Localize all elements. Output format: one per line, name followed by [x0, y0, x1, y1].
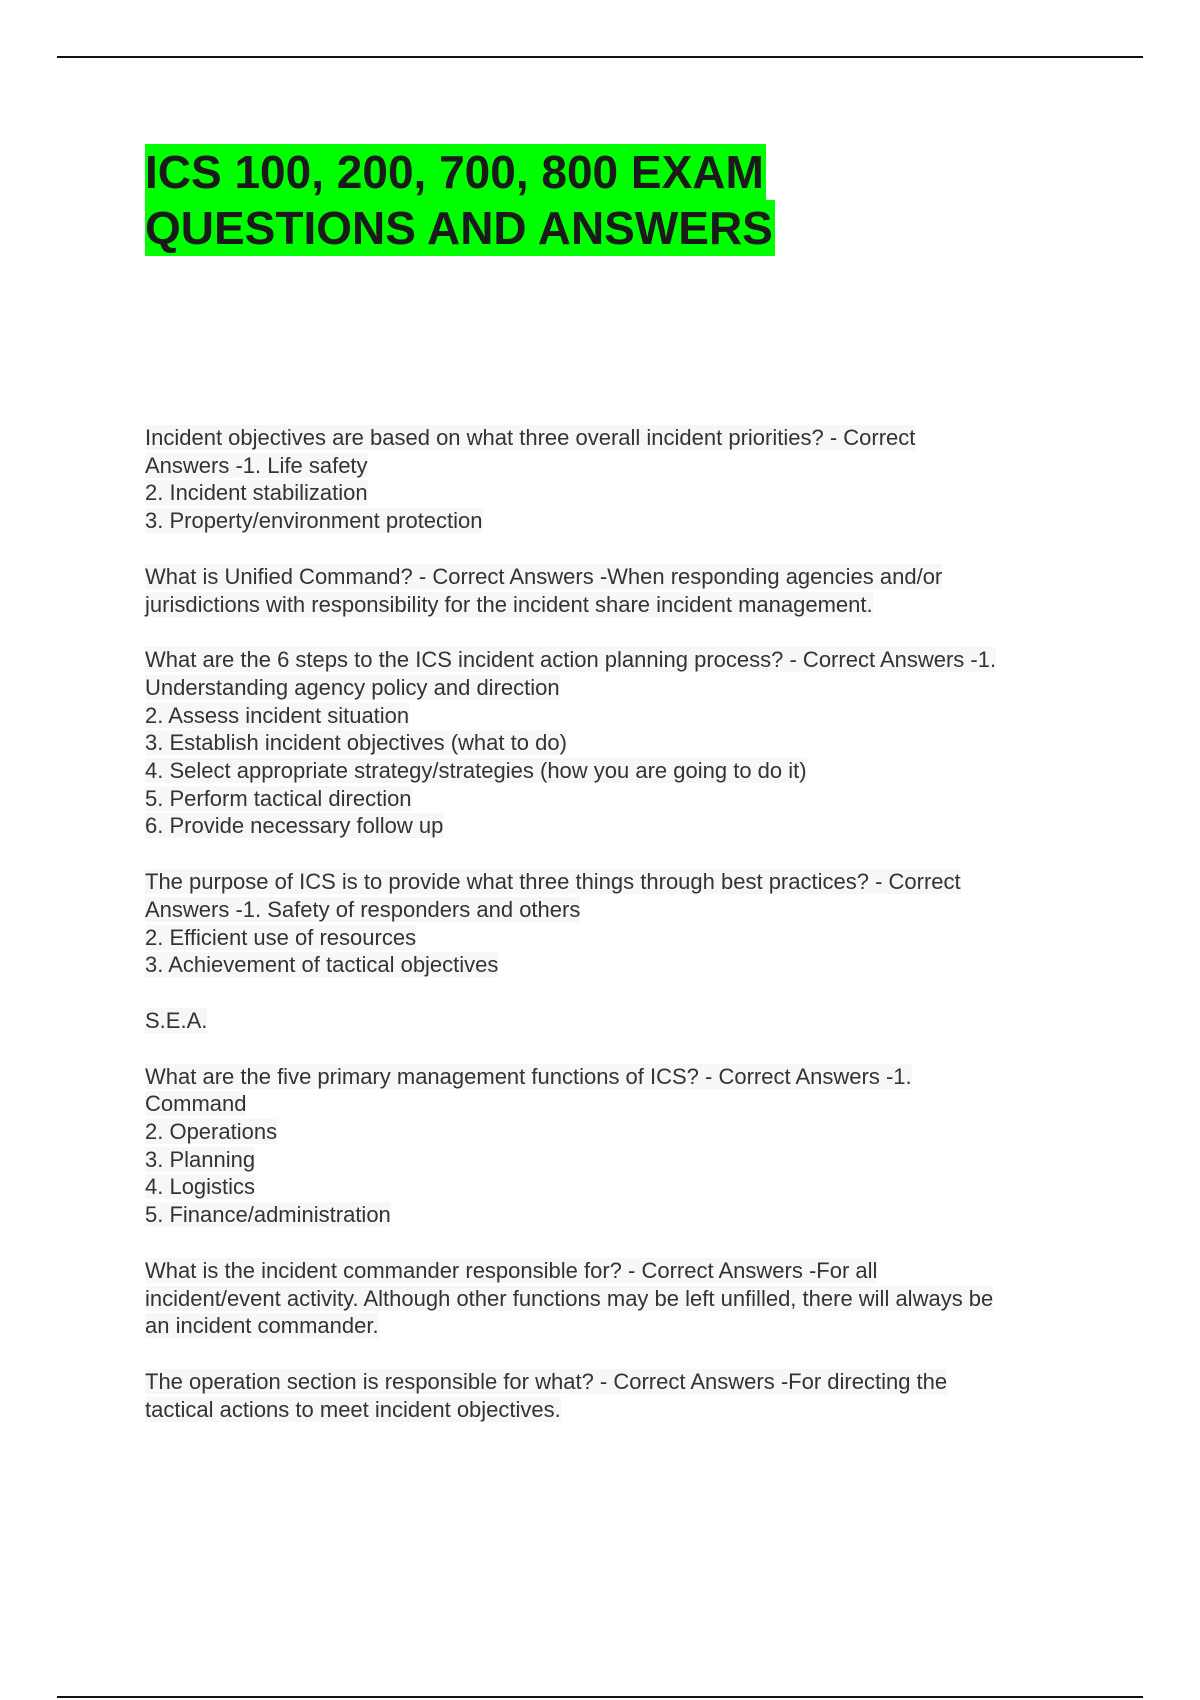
- qa-line-text: 2. Incident stabilization: [145, 480, 368, 506]
- page-title: [145, 144, 775, 256]
- qa-line-text: The operation section is responsible for what? - Correct Answers -For directing the: [145, 1368, 948, 1394]
- qa-line-text: What is Unified Command? - Correct Answers -When responding agencies and/or: [145, 563, 943, 589]
- qa-line: [145, 563, 1105, 591]
- qa-line: [145, 729, 1105, 757]
- qa-block: [145, 1368, 1105, 1423]
- qa-block: [145, 646, 1105, 840]
- qa-line: [145, 1146, 1105, 1174]
- qa-line-text: Command: [145, 1091, 247, 1117]
- qa-line-text: The purpose of ICS is to provide what three things through best practices? - Correct: [145, 869, 961, 895]
- qa-line: [145, 896, 1105, 924]
- qa-line: [145, 951, 1105, 979]
- qa-line: [145, 507, 1105, 535]
- qa-line: [145, 1063, 1105, 1091]
- qa-line: [145, 702, 1105, 730]
- top-rule: [57, 56, 1143, 58]
- qa-line-text: 4. Logistics: [145, 1174, 256, 1200]
- qa-line: [145, 1007, 1105, 1035]
- qa-line-text: 5. Perform tactical direction: [145, 785, 412, 811]
- qa-line-text: 4. Select appropriate strategy/strategies (how you are going to do it): [145, 758, 807, 784]
- qa-line-text: 2. Operations: [145, 1119, 278, 1145]
- qa-line: [145, 785, 1105, 813]
- qa-line: [145, 812, 1105, 840]
- qa-line-text: tactical actions to meet incident objectives.: [145, 1396, 561, 1422]
- qa-line: [145, 757, 1105, 785]
- qa-block: [145, 424, 1105, 535]
- qa-line-text: Answers -1. Life safety: [145, 452, 368, 478]
- qa-block: [145, 563, 1105, 618]
- qa-line: [145, 924, 1105, 952]
- qa-line-text: 3. Property/environment protection: [145, 508, 483, 534]
- qa-block: [145, 1257, 1105, 1340]
- qa-line: [145, 591, 1105, 619]
- qa-line-text: incident/event activity. Although other functions may be left unfilled, there will always be: [145, 1285, 994, 1311]
- qa-line: [145, 1285, 1105, 1313]
- qa-line: [145, 868, 1105, 896]
- qa-line-text: 2. Efficient use of resources: [145, 924, 417, 950]
- qa-line: [145, 1118, 1105, 1146]
- qa-line-text: What is the incident commander responsible for? - Correct Answers -For all: [145, 1257, 878, 1283]
- qa-line-text: Understanding agency policy and direction: [145, 674, 560, 700]
- qa-line-text: S.E.A.: [145, 1007, 208, 1033]
- qa-line: [145, 1090, 1105, 1118]
- title-line-2: QUESTIONS AND ANSWERS: [145, 202, 773, 254]
- qa-content: [145, 424, 1105, 1451]
- qa-line: [145, 1201, 1105, 1229]
- qa-line-text: 3. Establish incident objectives (what to do): [145, 730, 567, 756]
- title-line-1: ICS 100, 200, 700, 800 EXAM: [145, 146, 764, 198]
- qa-block: [145, 868, 1105, 979]
- qa-line: [145, 674, 1105, 702]
- qa-block: [145, 1063, 1105, 1229]
- qa-line-text: What are the 6 steps to the ICS incident action planning process? - Correct Answers -1.: [145, 647, 997, 673]
- qa-line: [145, 646, 1105, 674]
- qa-line-text: Incident objectives are based on what three overall incident priorities? - Correct: [145, 425, 916, 450]
- qa-line-text: Answers -1. Safety of responders and others: [145, 896, 581, 922]
- qa-line: [145, 1173, 1105, 1201]
- qa-line-text: an incident commander.: [145, 1313, 379, 1339]
- qa-line-text: What are the five primary management functions of ICS? - Correct Answers -1.: [145, 1063, 912, 1089]
- qa-block: [145, 1007, 1105, 1035]
- bottom-rule: [57, 1696, 1143, 1698]
- qa-line: [145, 1368, 1105, 1396]
- qa-line: [145, 424, 1105, 452]
- qa-line-text: jurisdictions with responsibility for the incident share incident management.: [145, 591, 873, 617]
- qa-line: [145, 479, 1105, 507]
- qa-line: [145, 1312, 1105, 1340]
- qa-line-text: 3. Achievement of tactical objectives: [145, 952, 499, 978]
- qa-line-text: 2. Assess incident situation: [145, 702, 410, 728]
- qa-line: [145, 1396, 1105, 1424]
- qa-line-text: 5. Finance/administration: [145, 1202, 391, 1228]
- qa-line-text: 6. Provide necessary follow up: [145, 813, 444, 839]
- qa-line-text: 3. Planning: [145, 1146, 256, 1172]
- qa-line: [145, 1257, 1105, 1285]
- qa-line: [145, 452, 1105, 480]
